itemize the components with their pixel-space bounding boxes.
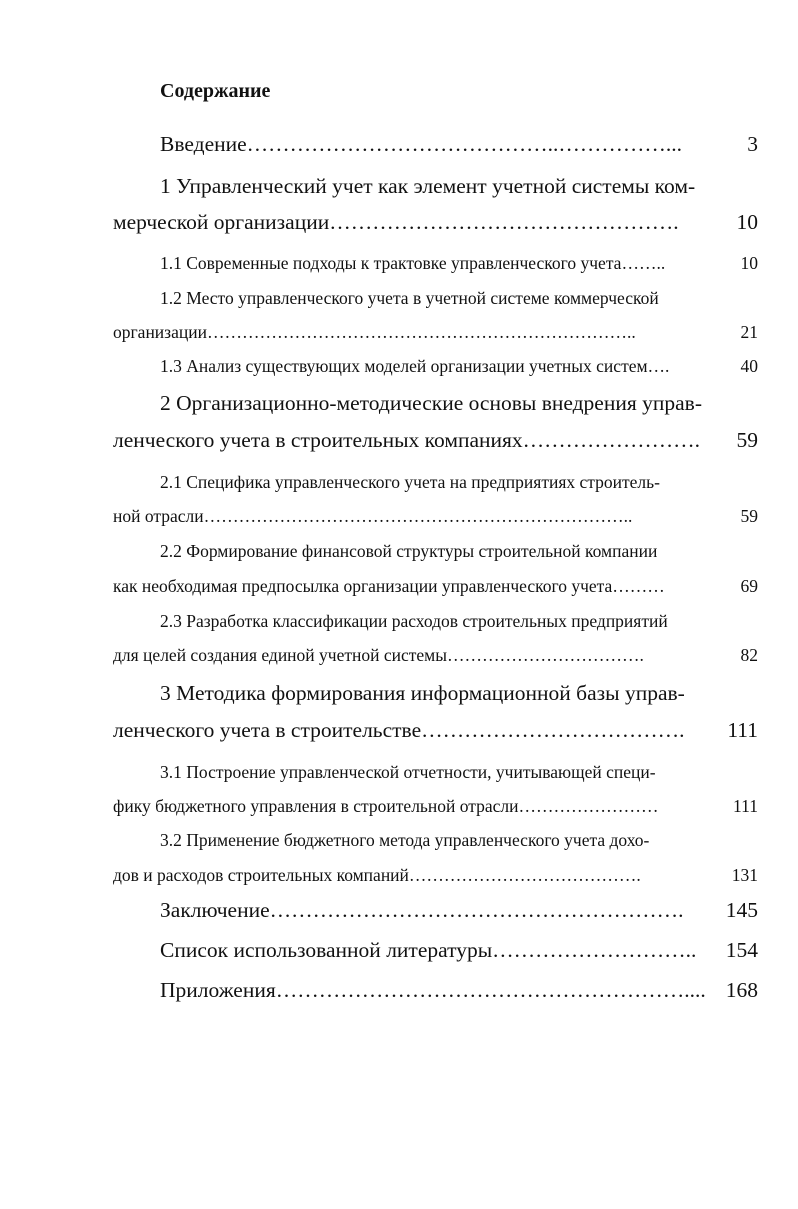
toc-page-number: 21 [740, 322, 758, 342]
toc-entry-line: как необходимая предпосылка организации управленческого учета……… [113, 576, 665, 596]
page-title: Содержание [160, 80, 271, 102]
toc-entry-line: Список использованной литературы……………………….. [160, 938, 697, 962]
toc-page-number: 69 [740, 576, 758, 596]
toc-page-number: 3 [747, 132, 758, 156]
toc-entry-line: Введение……………………………………..……………... [160, 132, 683, 156]
toc-entry-line: для целей создания единой учетной системы……………………………. [113, 645, 644, 665]
toc-entry-line: 2.2 Формирование финансовой структуры строительной компании [160, 541, 658, 561]
toc-entry-line: ленческого учета в строительных компаниях……………………. [113, 428, 701, 452]
toc-entry-line: ной отрасли……………………………………………………………….. [113, 506, 633, 526]
toc-page-number: 111 [733, 796, 758, 816]
toc-entry-line: ленческого учета в строительстве………………………………. [113, 718, 685, 742]
toc-entry-line: 3.2 Применение бюджетного метода управленческого учета дохо- [160, 830, 650, 850]
toc-entry-line: 3.1 Построение управленческой отчетности, учитывающей специ- [160, 762, 656, 782]
toc-page-number: 111 [727, 718, 758, 742]
toc-page-number: 145 [725, 898, 758, 922]
toc-entry-line: дов и расходов строительных компаний…………………………………. [113, 865, 641, 885]
toc-entry-line: 1.2 Место управленческого учета в учетной системе коммерческой [160, 288, 659, 308]
toc-entry-line: 1 Управленческий учет как элемент учетной системы ком- [160, 174, 696, 198]
toc-entry-line: организации……………………………………………………………….. [113, 322, 636, 342]
toc-page-number: 168 [725, 978, 758, 1002]
toc-page-number: 40 [740, 356, 758, 376]
toc-page-number: 154 [725, 938, 758, 962]
toc-page-number: 10 [740, 253, 758, 273]
toc-entry-line: 1.1 Современные подходы к трактовке управленческого учета…….. [160, 253, 666, 273]
toc-entry-line: Заключение…………………………………………………. [160, 898, 684, 922]
toc-page-number: 59 [740, 506, 758, 526]
toc-entry-line: Приложения………………………………………………….... [160, 978, 706, 1002]
toc-page-number: 131 [731, 865, 758, 885]
toc-entry-line: 2 Организационно-методические основы внедрения управ- [160, 391, 702, 415]
toc-page-number: 10 [736, 210, 758, 234]
toc-entry-line: 1.3 Анализ существующих моделей организации учетных систем…. [160, 356, 670, 376]
toc-entry-line: 2.1 Специфика управленческого учета на предприятиях строитель- [160, 472, 660, 492]
toc-page-number: 82 [740, 645, 758, 665]
toc-entry-line: фику бюджетного управления в строительной отрасли…………………… [113, 796, 659, 816]
toc-entry-line: 2.3 Разработка классификации расходов строительных предприятий [160, 611, 668, 631]
toc-page-number: 59 [736, 428, 758, 452]
toc-entry-line: 3 Методика формирования информационной базы управ- [160, 681, 685, 705]
toc-entry-line: мерческой организации…………………………………………. [113, 210, 679, 234]
